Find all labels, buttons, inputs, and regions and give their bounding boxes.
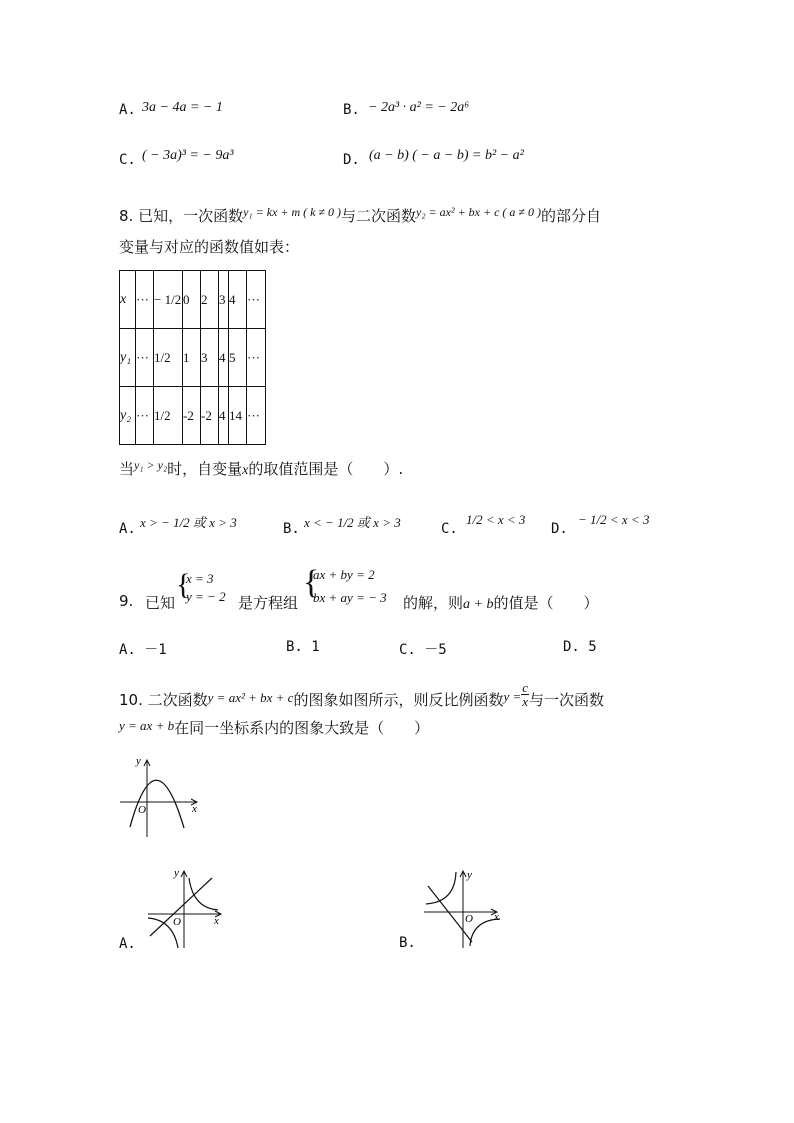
cell: ··· (247, 349, 260, 365)
q9-option-a-label: A. (119, 642, 136, 658)
q8-text3: 的部分自 (541, 207, 602, 225)
cell: x (120, 292, 127, 307)
cell: − 1/2 (154, 291, 182, 307)
y-axis-label: y (467, 869, 472, 881)
hyperbola-branch-2 (470, 919, 500, 946)
table-row-y2 (120, 387, 266, 445)
table-row-y1 (120, 329, 266, 387)
cell: ··· (136, 349, 149, 365)
q8-option-c-expr: 1/2 < x < 3 (466, 512, 526, 527)
q9-solution-y: y = − 2 (186, 589, 226, 604)
q8-text1: 已知，一次函数 (138, 207, 244, 225)
q10-number: 10. (119, 691, 143, 709)
cell: y₂ (120, 408, 132, 423)
q10-stem-line2 (119, 717, 429, 738)
q9-num: 9. (119, 592, 134, 610)
cell: 1/2 (154, 407, 171, 423)
cell: ··· (247, 291, 260, 307)
cell: 3 (219, 291, 226, 307)
q7-option-b-label: B. (343, 102, 360, 118)
q9-option-d-label: D. (563, 639, 580, 655)
q7-option-b-expr: − 2a³ · a² = − 2a⁶ (368, 100, 470, 115)
cell: 5 (229, 349, 236, 365)
origin-label: O (138, 804, 146, 816)
q10-stem-line1 (119, 680, 605, 714)
cell: -2 (183, 407, 194, 423)
q8-cond-expr: y₁ > y₂ (134, 458, 168, 472)
q10-option-a-label: A. (119, 936, 136, 952)
q9-expr: a + b (463, 597, 494, 612)
cell: 4 (219, 407, 226, 423)
q9-option-d-value: 5 (588, 639, 597, 655)
q10-quadratic: y = ax² + bx + c (207, 690, 294, 705)
q8-cond-var: x (242, 463, 249, 478)
q10-text1: 二次函数 (147, 691, 208, 709)
linear-line (150, 878, 212, 936)
q8-cond-tail: 的取值范围是（ ）. (248, 460, 404, 478)
value-table (119, 270, 266, 445)
y-axis-label: y (136, 755, 141, 767)
q8-cond-pre: 当 (119, 460, 135, 478)
cell: -2 (201, 407, 212, 423)
cell: 1 (183, 349, 190, 365)
hyperbola-branch-1 (426, 872, 456, 904)
q9-option-a-value: －1 (144, 642, 167, 658)
q10-inverse-lhs: y = (503, 689, 522, 704)
q9-solution-brace: { (176, 568, 191, 601)
cell: y₁ (120, 350, 132, 365)
q9-option-c (399, 639, 447, 659)
q10-inverse-fraction (521, 681, 529, 708)
q7-option-d-expr: (a − b) ( − a − b) = b² − a² (369, 148, 524, 163)
cell: 3 (201, 349, 208, 365)
q8-option-b-label: B. (283, 521, 300, 537)
q7-option-d-label: D. (343, 152, 360, 168)
q9-text2: 是方程组 (238, 594, 299, 612)
cell: ··· (247, 407, 260, 423)
q7-option-c-expr: ( − 3a)³ = − 9a³ (142, 148, 234, 163)
q9-system-brace: { (303, 564, 320, 601)
q9-equation-2: bx + ay = − 3 (313, 590, 387, 605)
q9-option-b (286, 639, 320, 655)
q9-solution-x: x = 3 (186, 571, 214, 586)
option-b-graph (420, 864, 510, 949)
table-row-x (120, 271, 266, 329)
q8-text2: 与二次函数 (341, 207, 417, 225)
cell: ··· (136, 407, 149, 423)
q8-option-a-expr: x > − 1/2 或 x > 3 (140, 515, 237, 530)
q9-text3: 的解，则 (403, 594, 464, 612)
q9-text4: 的值是（ ） (493, 594, 599, 612)
q7-option-c-label: C. (119, 152, 136, 168)
q8-option-a-label: A. (119, 521, 136, 537)
q9-option-b-value: 1 (311, 639, 320, 655)
cell: 14 (229, 407, 242, 423)
q8-cond-post: 时，自变量 (167, 460, 243, 478)
origin-label: O (173, 916, 181, 928)
cell: 4 (219, 349, 226, 365)
q10-text4: 在同一坐标系内的图象大致是（ ） (174, 719, 430, 737)
q10-text3: 与一次函数 (529, 691, 605, 709)
q8-condition-line (119, 458, 403, 479)
q9-option-c-label: C. (399, 642, 416, 658)
q9-option-d (563, 639, 597, 655)
q8-option-d-label: D. (551, 521, 568, 537)
q7-option-a-expr: 3a − 4a = − 1 (142, 100, 223, 115)
q10-linear: y = ax + b (119, 718, 175, 733)
q10-text2: 的图象如图所示，则反比例函数 (293, 691, 504, 709)
q9-option-c-value: －5 (424, 642, 447, 658)
cell: ··· (136, 291, 149, 307)
hyperbola-branch-1 (189, 878, 218, 910)
q9-equation-1: ax + by = 2 (313, 567, 375, 582)
y-axis-label: y (174, 867, 179, 879)
q10-inverse-den: x (522, 694, 529, 709)
origin-label: O (465, 913, 473, 925)
q8-stem-line1 (119, 205, 601, 226)
q8-option-d-expr: − 1/2 < x < 3 (578, 512, 650, 527)
q10-inverse-num: c (522, 680, 529, 695)
q7-option-a-label: A. (119, 102, 136, 118)
x-axis-label: x (494, 911, 499, 923)
q9-stem-tail (403, 592, 598, 613)
q9-number (119, 592, 133, 610)
q9-option-a (119, 639, 167, 659)
cell: 2 (201, 291, 208, 307)
cell: 0 (183, 291, 190, 307)
q9-option-b-label: B. (286, 639, 303, 655)
q9-text1: 已知 (145, 594, 176, 612)
x-axis-label: x (214, 915, 219, 927)
cell: 4 (229, 291, 236, 307)
q8-number: 8. (119, 207, 134, 225)
q8-stem-line2: 变量与对应的函数值如表： (119, 238, 300, 256)
cell: 1/2 (154, 349, 171, 365)
q8-linear-function: y₁ = kx + m ( k ≠ 0 ) (243, 205, 342, 219)
parabola-graph (118, 755, 208, 840)
q8-option-b-expr: x < − 1/2 或 x > 3 (304, 515, 401, 530)
x-axis-label: x (192, 803, 197, 815)
q10-option-b-label: B. (399, 935, 416, 951)
option-a-graph (140, 864, 230, 949)
q8-quadratic-function: y₂ = ax² + bx + c ( a ≠ 0 ) (416, 205, 541, 219)
q8-option-c-label: C. (441, 521, 458, 537)
